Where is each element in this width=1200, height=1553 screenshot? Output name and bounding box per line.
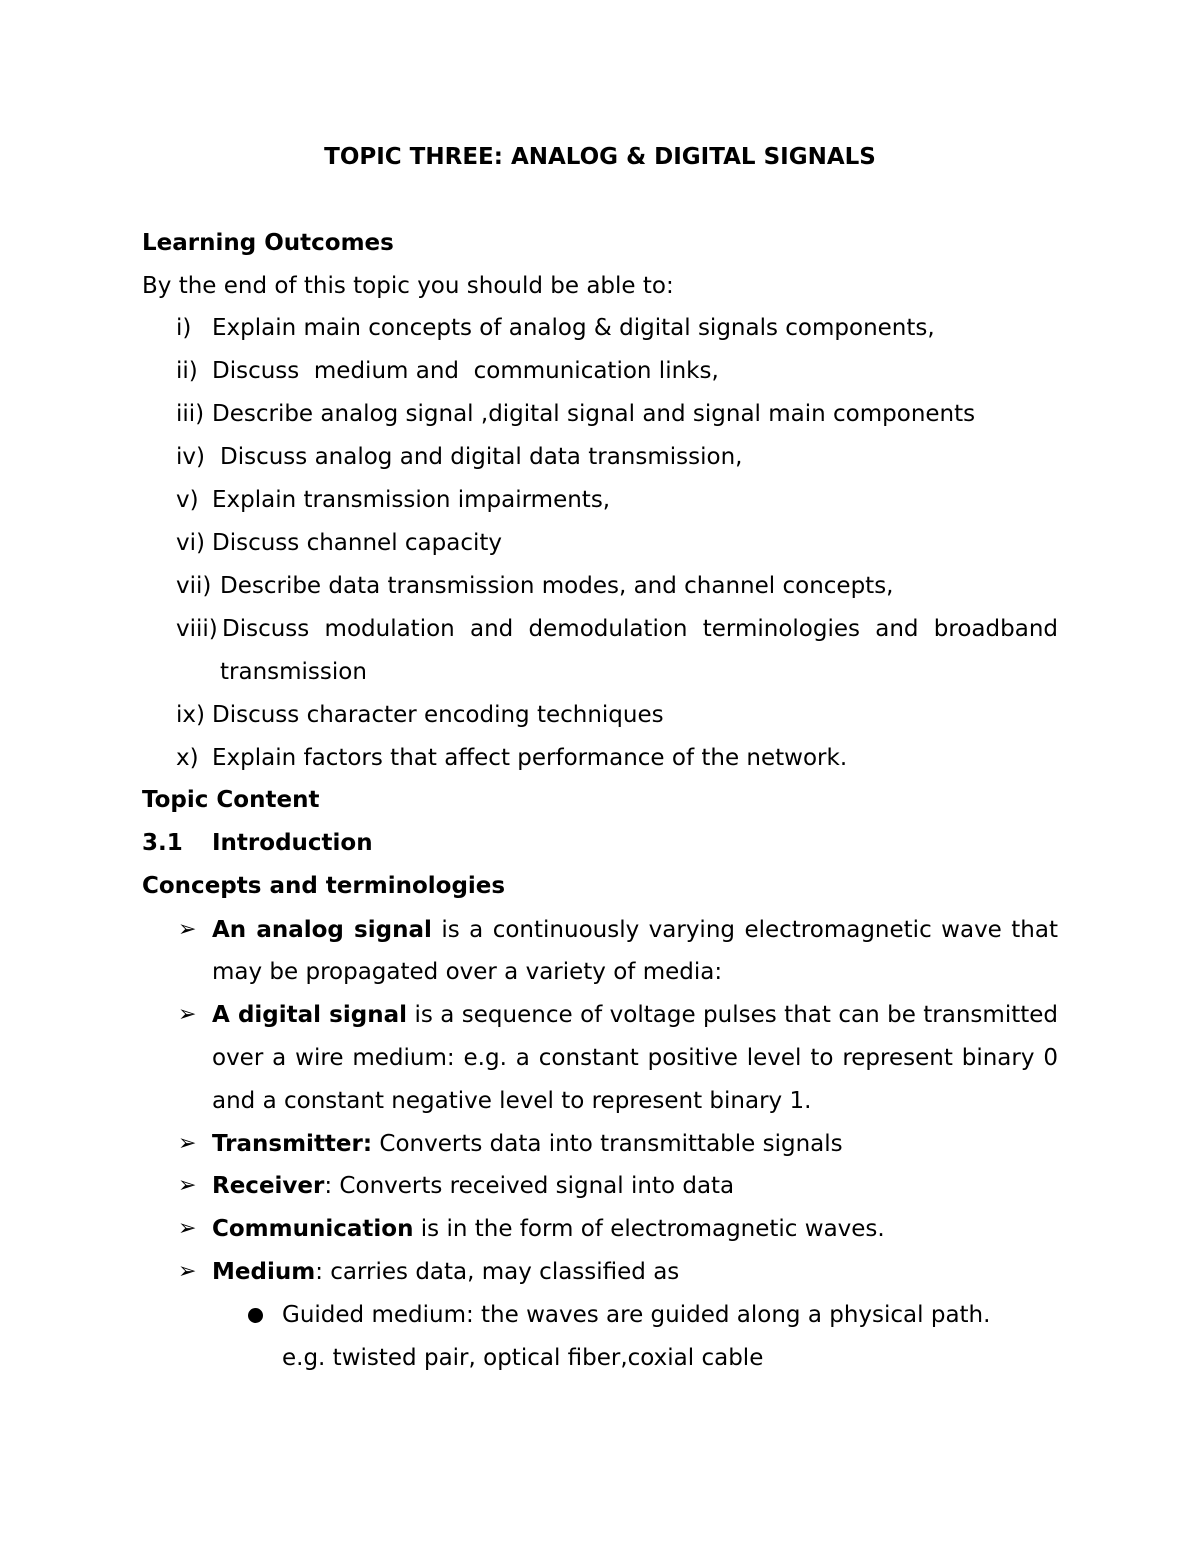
section-title: Introduction (212, 830, 373, 856)
outcome-number: iii) (176, 401, 205, 427)
concept-term: An analog signal (212, 917, 432, 943)
concept-item (212, 1000, 1058, 1030)
outcome-number: x) (176, 745, 199, 771)
outcome-text: Explain main concepts of analog & digital signals components, (212, 315, 935, 341)
outcome-text: Explain factors that affect performance of the network. (212, 745, 848, 771)
outcome-text: Discuss modulation and demodulation terminologies and broadband (222, 616, 1058, 642)
arrow-bullet-icon: ➢ (178, 1131, 197, 1156)
outcome-number: i) (176, 315, 192, 341)
outcome-number: viii) (176, 616, 218, 642)
concept-text-continued: and a constant negative level to represent binary 1. (212, 1088, 812, 1114)
arrow-bullet-icon: ➢ (178, 1259, 197, 1284)
concept-term: A digital signal (212, 1002, 407, 1028)
concept-item (212, 1257, 679, 1287)
outcome-number: ii) (176, 358, 198, 384)
concepts-subheading: Concepts and terminologies (142, 873, 506, 899)
concept-term: Receiver (212, 1173, 325, 1199)
outcome-number: iv) (176, 444, 205, 470)
concept-text: : carries data, may classified as (315, 1259, 680, 1285)
learning-outcomes-intro: By the end of this topic you should be able to: (142, 273, 674, 299)
concept-item (212, 1214, 885, 1244)
arrow-bullet-icon: ➢ (178, 1173, 197, 1198)
concept-item (212, 915, 1058, 945)
outcome-text: Describe analog signal ,digital signal and signal main components (212, 401, 976, 427)
outcome-number: v) (176, 487, 199, 513)
concept-item (212, 1171, 734, 1201)
section-number: 3.1 (142, 830, 183, 856)
arrow-bullet-icon: ➢ (178, 1216, 197, 1241)
concept-text: is in the form of electromagnetic waves. (413, 1216, 885, 1242)
concept-text-continued: may be propagated over a variety of media: (212, 959, 723, 985)
sub-bullet-text: Guided medium: the waves are guided along a physical path. (282, 1302, 991, 1328)
outcome-number: vi) (176, 530, 205, 556)
sub-bullet-text-continued: e.g. twisted pair, optical fiber,coxial cable (282, 1345, 764, 1371)
outcome-number: ix) (176, 702, 205, 728)
concept-item (212, 1129, 843, 1159)
concept-term: Communication (212, 1216, 414, 1242)
outcome-text: Describe data transmission modes, and channel concepts, (220, 573, 894, 599)
concept-text: is a continuously varying electromagnetic wave that (431, 917, 1059, 943)
outcome-text: Discuss channel capacity (212, 530, 503, 556)
concept-term: Transmitter: (212, 1131, 373, 1157)
concept-text: : Converts received signal into data (324, 1173, 735, 1199)
concept-text: is a sequence of voltage pulses that can be transmitted (407, 1002, 1058, 1028)
outcome-number: vii) (176, 573, 212, 599)
arrow-bullet-icon: ➢ (178, 1002, 197, 1027)
round-bullet-icon (248, 1308, 263, 1323)
outcome-text-continued: transmission (220, 659, 367, 685)
outcome-text: Explain transmission impairments, (212, 487, 611, 513)
topic-content-heading: Topic Content (142, 787, 320, 813)
concept-text-continued: over a wire medium: e.g. a constant positive level to represent binary 0 (212, 1045, 1058, 1071)
outcome-text: Discuss medium and communication links, (212, 358, 719, 384)
page-title: TOPIC THREE: ANALOG & DIGITAL SIGNALS (324, 144, 876, 170)
concept-term: Medium (212, 1259, 316, 1285)
arrow-bullet-icon: ➢ (178, 917, 197, 942)
learning-outcomes-heading: Learning Outcomes (142, 230, 394, 256)
outcome-text: Discuss character encoding techniques (212, 702, 664, 728)
outcome-text: Discuss analog and digital data transmission, (220, 444, 743, 470)
concept-text: Converts data into transmittable signals (372, 1131, 843, 1157)
